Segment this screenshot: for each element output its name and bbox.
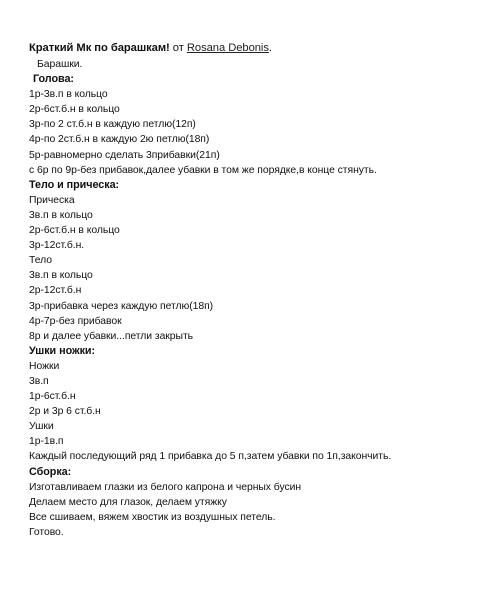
instruction-line: Тело — [29, 255, 52, 267]
instruction-line: Делаем место для глазок, делаем утяжку — [29, 496, 227, 508]
section-heading-body: Тело и прическа: — [29, 178, 120, 191]
instruction-line: 3в.п — [29, 375, 49, 387]
instruction-line: 5р-равномерно сделать 3прибавки(21п) — [29, 149, 220, 161]
instruction-line: 2р и 3р 6 ст.б.н — [29, 406, 101, 418]
instruction-line: Все сшиваем, вяжем хвостик из воздушных петель. — [29, 511, 276, 523]
instruction-line: 2р-6ст.б.н в кольцо — [29, 104, 120, 116]
instruction-line: 2р-12ст.б.н — [29, 285, 82, 297]
instruction-line: 3р-прибавка через каждую петлю(18п) — [29, 300, 214, 312]
document-body — [29, 40, 469, 540]
instruction-line: Ушки — [29, 421, 54, 433]
instruction-line: Каждый последующий ряд 1 прибавка до 5 п,затем убавки по 1п,закончить. — [29, 451, 392, 463]
instruction-line: Готово. — [29, 526, 64, 538]
instruction-line: 8р и далее убавки...петли закрыть — [29, 330, 194, 342]
instruction-line: 4р-7р-без прибавок — [29, 315, 122, 327]
instruction-line: Ножки — [29, 360, 60, 372]
instruction-line: 1р-6ст.б.н — [29, 391, 76, 403]
instruction-line: с 6р по 9р-без прибавок,далее убавки в том же порядке,в конце стянуть. — [29, 164, 377, 176]
subtitle: Барашки. — [37, 59, 83, 70]
instruction-line: Изготавливаем глазки из белого капрона и черных бусин — [29, 481, 302, 493]
section-heading-assembly: Сборка: — [29, 465, 72, 478]
title-line — [29, 40, 469, 57]
instruction-line: 4р-по 2ст.б.н в каждую 2ю петлю(18п) — [29, 134, 210, 146]
instruction-line: 1р-3в.п в кольцо — [29, 89, 108, 101]
instruction-line: 3р-по 2 ст.б.н в каждую петлю(12п) — [29, 119, 196, 131]
instruction-line: 3в.п в кольцо — [29, 270, 93, 282]
title-end: . — [268, 42, 272, 54]
instruction-line: 3в.п в кольцо — [29, 209, 93, 221]
section-heading-head: Голова: — [33, 73, 74, 86]
instruction-line: 2р-6ст.б.н в кольцо — [29, 225, 120, 237]
title-from: от — [169, 42, 187, 54]
section-heading-ears-legs: Ушки ножки: — [29, 344, 96, 357]
instruction-line: Прическа — [29, 194, 75, 206]
instruction-line: 1р-1в.п — [29, 436, 64, 448]
title-text: Краткий Мк по барашкам! — [29, 42, 170, 54]
instruction-line: 3р-12ст.б.н. — [29, 240, 85, 252]
author-link[interactable]: Rosana Debonis — [186, 42, 269, 54]
